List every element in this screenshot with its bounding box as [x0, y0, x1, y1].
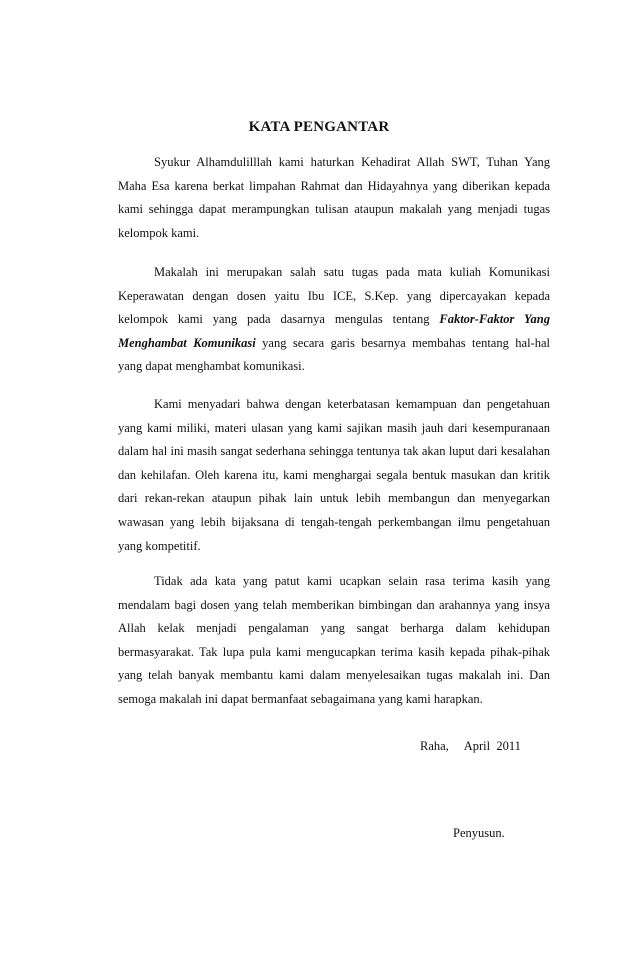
- paragraph-3: Kami menyadari bahwa dengan keterbatasan kemampuan dan pengetahuan yang kami miliki, materi ulasan yang kami sajikan masih jauh dari kesempuranaan dalam hal ini masih sangat sederhana sehingga tentunya tak akan luput dari kesalahan dan kehilafan. Oleh karena itu, kami menghargai segala bentuk masukan dan kritik dari rekan-rekan ataupun pihak lain untuk lebih membangun dan menyegarkan wawasan yang lebih bijaksana di tengah-tengah perkembangan ilmu pengetahuan yang kompetitif.: [118, 397, 550, 553]
- paragraph-2-emphasis: Faktor-Faktor Yang Menghambat Komunikasi: [118, 312, 550, 350]
- paragraph-2: [118, 261, 550, 379]
- paragraph-4: Tidak ada kata yang patut kami ucapkan selain rasa terima kasih yang mendalam bagi dosen yang telah memberikan bimbingan dan arahannya yang insya Allah kelak menjadi pengalaman yang sangat berharga dalam kehidupan bermasyarakat. Tak lupa pula kami mengucapkan terima kasih kepada pihak-pihak yang telah banyak membantu kami dalam menyelesaikan tugas makalah ini. Dan semoga makalah ini dapat bermanfaat sebagaimana yang kami harapkan.: [118, 574, 550, 706]
- paragraph-1: Syukur Alhamdulilllah kami haturkan Kehadirat Allah SWT, Tuhan Yang Maha Esa karena berkat limpahan Rahmat dan Hidayahnya yang diberikan kepada kami sehingga dapat merampungkan tulisan ataupun makalah yang menjadi tugas kelompok kami.: [118, 155, 550, 240]
- paragraph-2-text-before: Makalah ini merupakan salah satu tugas pada mata kuliah Komunikasi Keperawatan dengan dosen yaitu Ibu ICE, S.Kep. yang dipercayakan kepada kelompok kami yang pada dasarnya mengulas tentang: [118, 265, 550, 327]
- page-title: KATA PENGANTAR: [248, 119, 390, 135]
- place-date: Raha, April 2011: [420, 739, 521, 753]
- signature: Penyusun.: [453, 826, 505, 840]
- paragraph-2-text-after: yang secara garis besarnya membahas tentang hal-hal yang dapat menghambat komunikasi.: [118, 335, 550, 374]
